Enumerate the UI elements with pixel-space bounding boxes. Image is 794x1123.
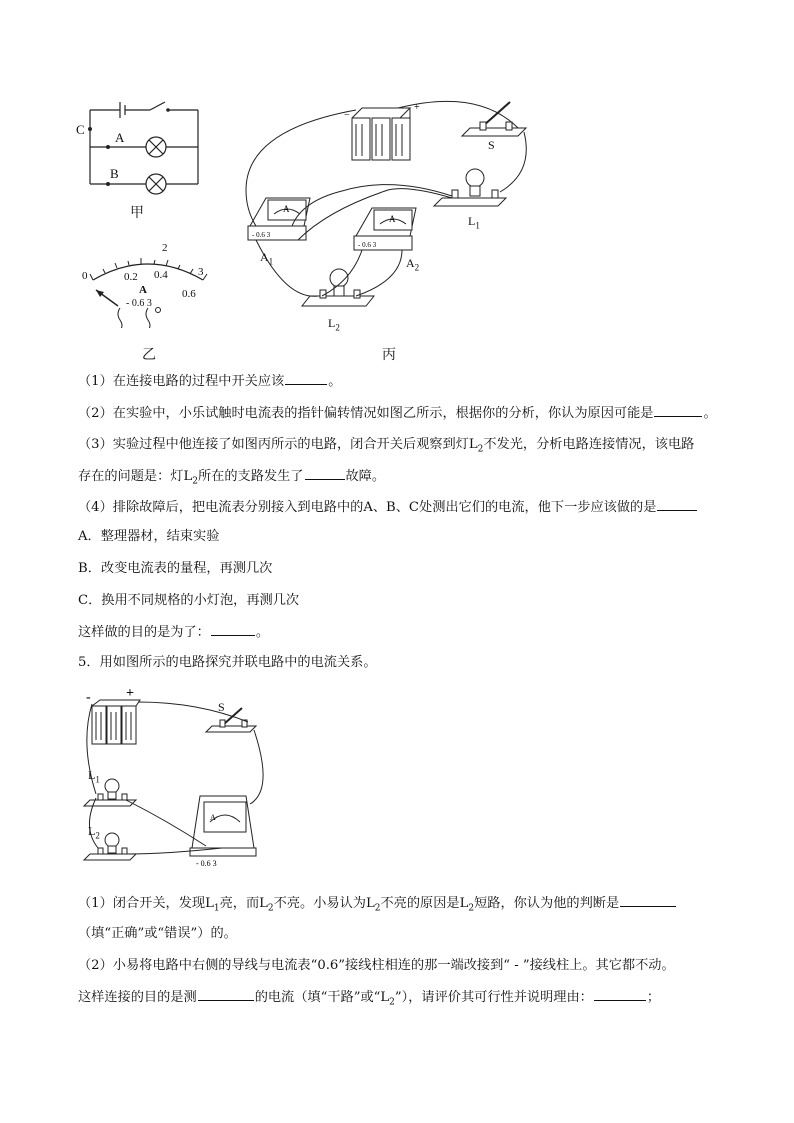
caption-jia: 甲 [130,205,144,221]
q5-2a: （2）小易将电路中右侧的导线与电流表“0.6”接线柱相连的那一端改接到“ - ”接线柱上。其它都不动。 [78,958,675,973]
label-l2: $L_2$ [328,316,340,333]
answer-blank[interactable] [594,988,646,1001]
label-s: S [218,700,225,714]
svg-text:A: A [210,813,216,822]
terminal-labels: - 0.6 3 [126,298,152,309]
label-s: S [488,138,495,152]
tick-2: 2 [162,242,168,254]
caption-yi: 乙 [142,347,156,363]
answer-blank[interactable] [657,498,697,511]
label-c: C [76,122,85,137]
svg-text:−: − [344,110,350,121]
q5-1b: （填“正确”或“错误”）的。 [78,926,237,941]
label-b: B [110,166,119,181]
answer-blank[interactable] [620,894,676,907]
answer-blank[interactable] [285,372,327,385]
tick-0: 0 [82,270,88,282]
figure-q5 [72,686,272,870]
figure-jia [70,92,220,222]
tick-0-4: 0.4 [154,269,168,281]
answer-blank[interactable] [198,988,254,1001]
svg-text:A: A [389,214,396,224]
answer-blank[interactable] [211,623,255,636]
label-a2: $A_2$ [406,256,420,273]
svg-text:- 0.6 3: - 0.6 3 [196,859,217,868]
option-b: B．改变电流表的量程，再测几次 [78,561,273,576]
label-l1: $L_1$ [88,768,100,785]
tick-0-6: 0.6 [182,288,196,300]
answer-blank[interactable] [305,467,345,480]
label-l1: $L_1$ [468,214,480,231]
label-minus: - [86,690,91,705]
unit-a: A [139,284,147,296]
tick-0-2: 0.2 [124,271,138,283]
option-c: C．换用不同规格的小灯泡，再测几次 [78,593,300,608]
svg-text:+: + [414,102,420,113]
figure-yi [78,238,218,363]
q5-2b: 这样连接的目的是测 的电流（填“干路”或“$L_2$”），请评价其可行性并说明理由： ； [78,990,661,1008]
q4-1: （1）在连接电路的过程中开关应该 。 [78,374,342,389]
q4-3b: 存在的问题是：灯$L_2$所在的支路发生了 故障。 [78,469,386,487]
option-a: A．整理器材，结束实验 [78,529,220,544]
label-a1: $A_1$ [260,250,274,267]
q4-3a: （3）实验过程中他连接了如图丙所示的电路，闭合开关后观察到灯$L_2$不发光，分析电路连接情况，该电路 [78,437,695,455]
figure-bing [238,96,538,363]
svg-text:- 0.6 3: - 0.6 3 [358,241,377,249]
svg-text:A: A [283,204,290,214]
q4-2: （2）在实验中，小乐试触时电流表的指针偏转情况如图乙所示，根据你的分析，你认为原因可能是 。 [78,406,717,421]
q5-title: 5．用如图所示的电路探究并联电路中的电流关系。 [78,655,377,670]
tick-3: 3 [198,266,204,278]
purpose-line: 这样做的目的是为了： 。 [78,625,270,640]
svg-text:- 0.6 3: - 0.6 3 [252,231,271,239]
label-l2: $L_2$ [88,824,100,841]
label-plus: + [126,686,134,701]
caption-bing: 丙 [382,347,396,363]
answer-blank[interactable] [654,404,702,417]
label-a: A [115,130,125,145]
q4-4: （4）排除故障后，把电流表分别接入到电路中的A、B、C处测出它们的电流，他下一步应该做的是 [78,498,754,517]
q5-1a: （1）闭合开关，发现$L_1$亮，而$L_2$不亮。小易认为$L_2$不亮的原因是$L_2$短路，你认为他的判断是 [78,894,754,918]
